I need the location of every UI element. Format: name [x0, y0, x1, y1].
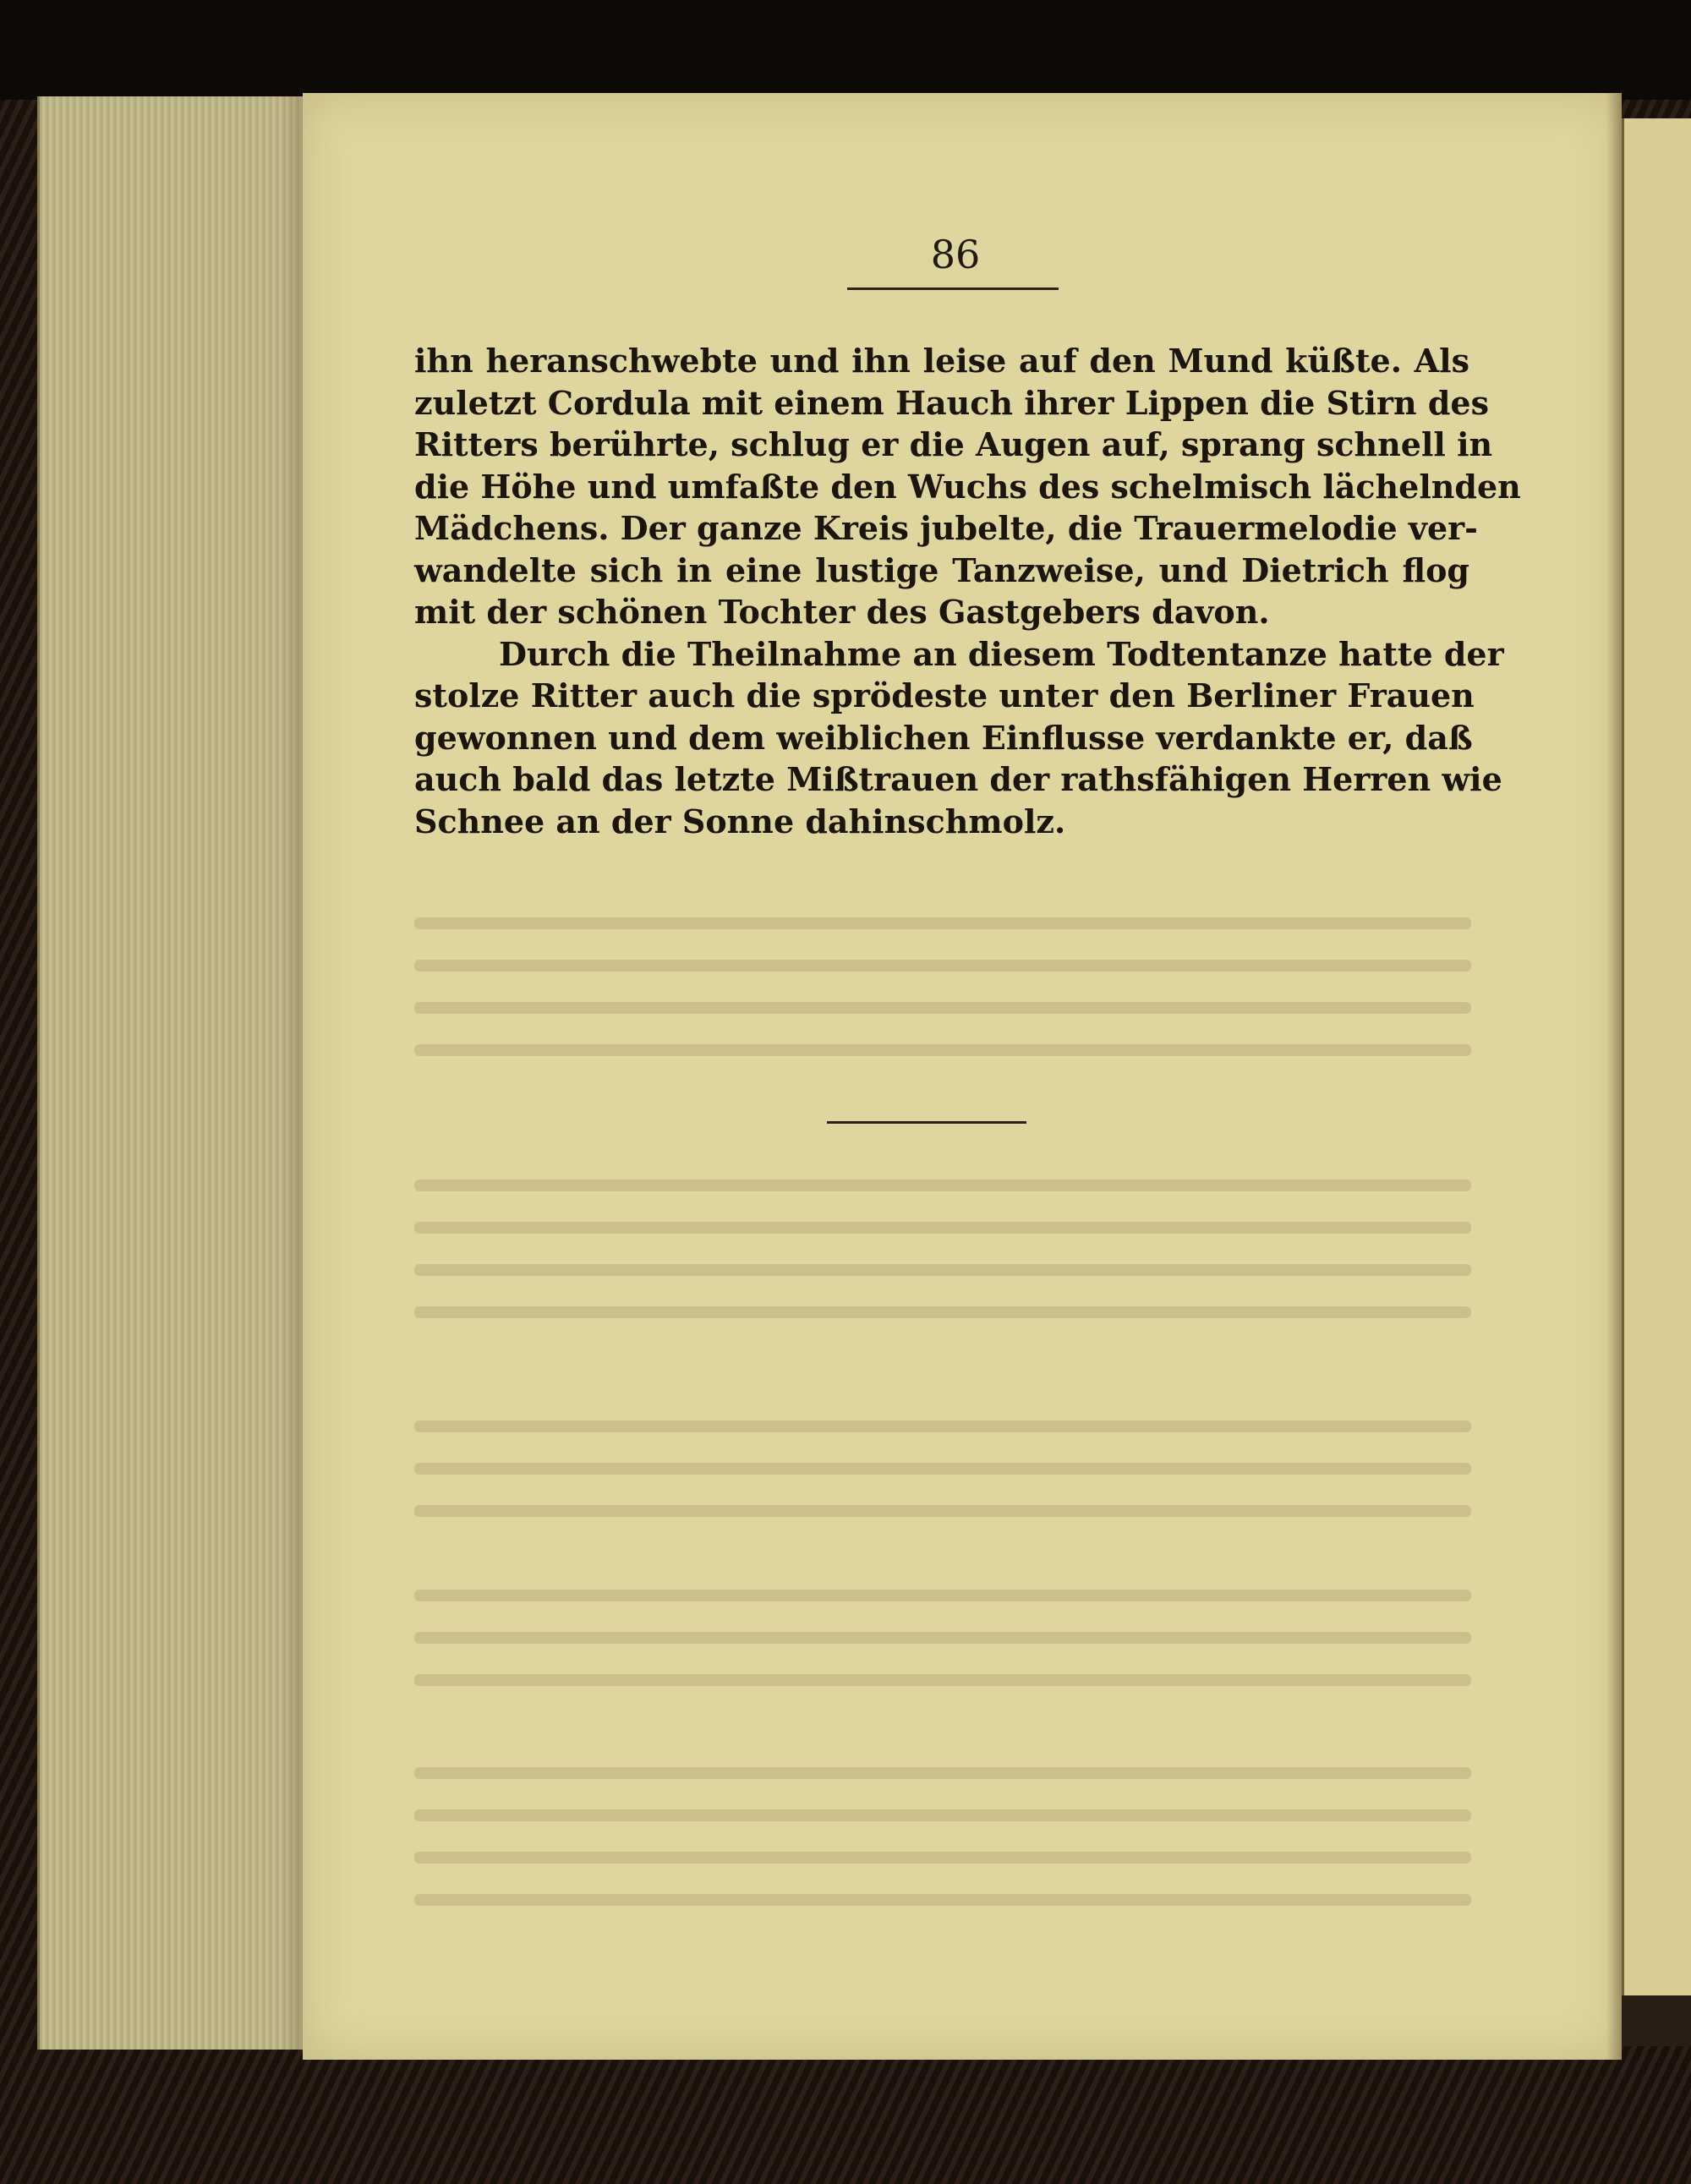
show-through-line [414, 1002, 1471, 1014]
show-through-line [414, 1674, 1471, 1686]
text-line: zuletzt Cordula mit einem Hauch ihrer Lippen die Stirn des [414, 383, 1489, 422]
page-number: 86 [930, 232, 981, 277]
show-through-line [414, 1420, 1471, 1432]
show-through-line [414, 1852, 1471, 1864]
text-line: gewonnen und dem weiblichen Einflusse verdankte er, daß [414, 718, 1473, 757]
paragraph [414, 633, 1504, 843]
show-through-line [414, 1809, 1471, 1821]
show-through-line [414, 960, 1471, 972]
show-through-line [414, 1264, 1471, 1276]
text-line: die Höhe und umfaßte den Wuchs des schelmisch lächelnden [414, 467, 1521, 506]
text-line: Mädchens. Der ganze Kreis jubelte, die Trauermelodie ver- [414, 509, 1478, 547]
show-through-line [414, 1767, 1471, 1779]
next-page-edge [1622, 118, 1691, 2004]
show-through-line [414, 1894, 1471, 1906]
body-text [414, 340, 1521, 842]
show-through-line [414, 1306, 1471, 1318]
paragraph [414, 340, 1521, 633]
top-shadow-band [0, 0, 1691, 100]
show-through-line [414, 1463, 1471, 1475]
page-stack-edge [37, 96, 310, 2050]
show-through-line [414, 1222, 1471, 1234]
text-line: Ritters berührte, schlug er die Augen auf, sprang schnell in [414, 425, 1493, 463]
text-line: stolze Ritter auch die sprödeste unter den Berliner Frauen [414, 676, 1475, 714]
show-through-line [414, 1180, 1471, 1191]
text-line: auch bald das letzte Mißtrauen der rathsfähigen Herren wie [414, 760, 1502, 798]
show-through-line [414, 1505, 1471, 1517]
show-through-line [414, 1590, 1471, 1601]
header-rule [847, 287, 1059, 290]
text-line: mit der schönen Tochter des Gastgebers davon. [414, 593, 1270, 631]
show-through-line [414, 917, 1471, 929]
show-through-line [414, 1632, 1471, 1644]
text-line: Durch die Theilnahme an diesem Todtentanze hatte der [499, 634, 1504, 673]
next-page-bottom-shadow [1622, 1995, 1691, 2046]
text-line: Schnee an der Sonne dahinschmolz. [414, 802, 1066, 840]
text-line: wandelte sich in eine lustige Tanzweise, und Dietrich flog [414, 550, 1469, 589]
show-through-line [414, 1044, 1471, 1056]
section-end-rule [827, 1121, 1026, 1124]
text-line: ihn heranschwebte und ihn leise auf den Mund küßte. Als [414, 342, 1469, 380]
page-gutter [1606, 93, 1622, 2060]
